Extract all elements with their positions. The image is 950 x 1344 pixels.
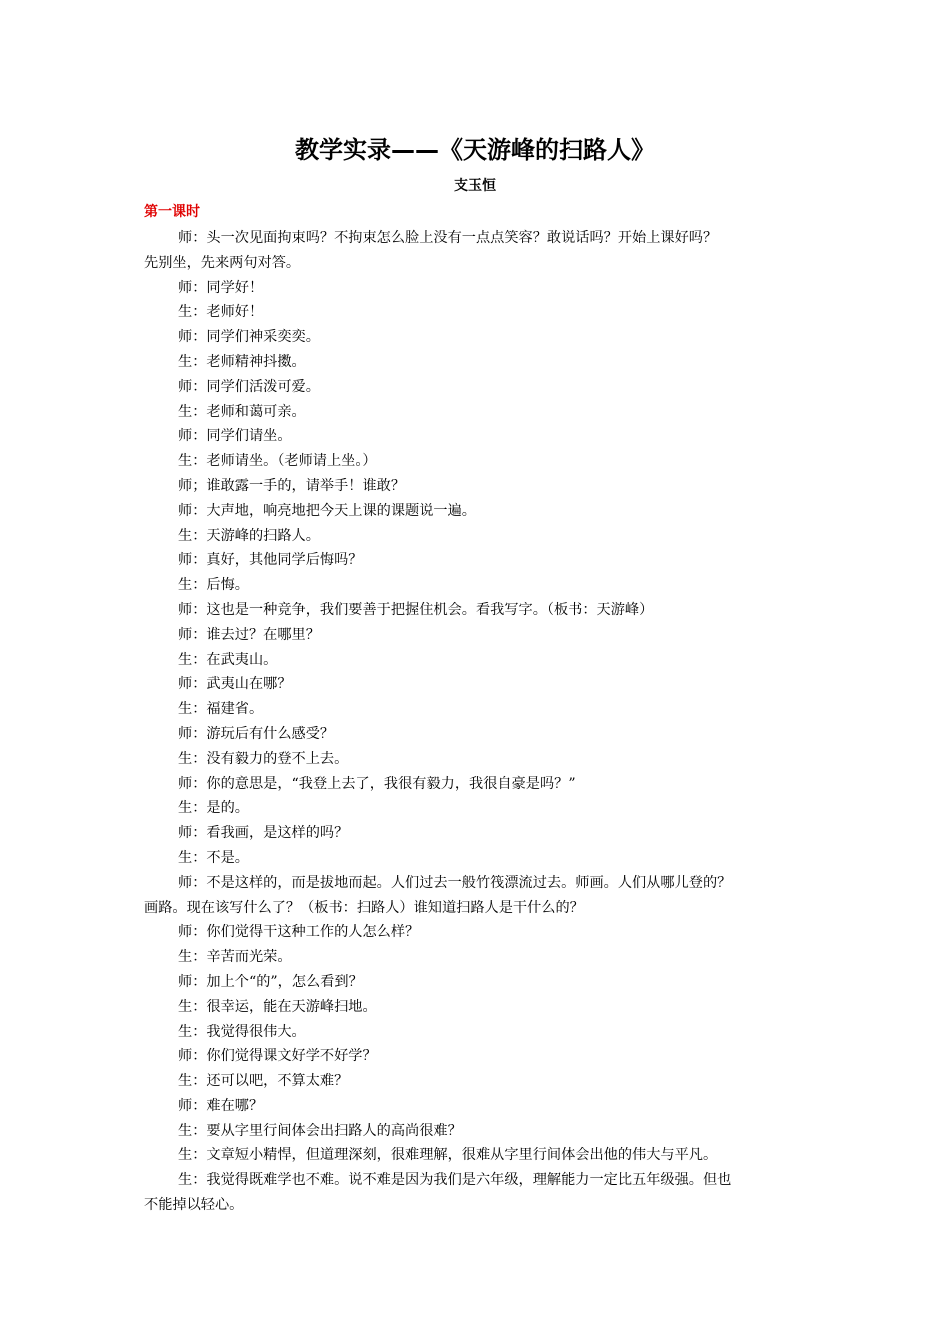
dialogue-line: 生：福建省。 xyxy=(178,701,264,718)
dialogue-paragraph xyxy=(144,995,812,1020)
dialogue-line: 画路。现在该写什么了？（板书：扫路人）谁知道扫路人是干什么的？ xyxy=(144,899,584,916)
dialogue-line: 师：武夷山在哪？ xyxy=(178,676,292,693)
dialogue-line: 生：我觉得既难学也不难。说不难是因为我们是六年级，理解能力一定比五年级强。但也 xyxy=(178,1172,732,1189)
dialogue-paragraph xyxy=(144,672,812,697)
dialogue-paragraph xyxy=(144,226,812,276)
dialogue-line: 师：头一次见面拘束吗？不拘束怎么脸上没有一点点笑容？敢说话吗？开始上课好吗？ xyxy=(178,230,718,246)
dialogue-line: 生：是的。 xyxy=(178,800,249,817)
dialogue-paragraph xyxy=(144,1143,812,1168)
dialogue-line: 生：辛苦而光荣。 xyxy=(178,949,292,966)
dialogue-paragraph xyxy=(144,300,812,325)
dialogue-line: 师：看我画，是这样的吗？ xyxy=(178,825,349,842)
dialogue-paragraph xyxy=(144,350,812,375)
dialogue-paragraph xyxy=(144,276,812,301)
dialogue-paragraph xyxy=(144,846,812,871)
dialogue-line: 先别坐，先来两句对答。 xyxy=(144,254,301,271)
dialogue-line: 生：天游峰的扫路人。 xyxy=(178,527,320,544)
dialogue-line: 师；谁敢露一手的，请举手！谁敢？ xyxy=(178,477,406,494)
dialogue-paragraph xyxy=(144,697,812,722)
dialogue-paragraph xyxy=(144,970,812,995)
dialogue-line: 生：文章短小精悍，但道理深刻，很难理解，很难从字里行间体会出他的伟大与平凡。 xyxy=(178,1147,718,1164)
dialogue-paragraph xyxy=(144,623,812,648)
dialogue-paragraph xyxy=(144,499,812,524)
dialogue-paragraph xyxy=(144,1119,812,1144)
dialogue-line: 师：同学们请坐。 xyxy=(178,428,292,445)
dialogue-paragraph xyxy=(144,648,812,673)
dialogue-paragraph xyxy=(144,920,812,945)
dialogue-line: 师：大声地，响亮地把今天上课的课题说一遍。 xyxy=(178,502,476,519)
dialogue-paragraph xyxy=(144,871,812,921)
dialogue-paragraph xyxy=(144,1168,812,1218)
dialogue-line: 生：不是。 xyxy=(178,849,249,866)
dialogue-paragraph xyxy=(144,524,812,549)
dialogue-line: 师：真好，其他同学后悔吗？ xyxy=(178,552,363,569)
dialogue-paragraph xyxy=(144,573,812,598)
dialogue-paragraph xyxy=(144,945,812,970)
dialogue-line: 师：这也是一种竞争，我们要善于把握住机会。看我写字。（板书：天游峰） xyxy=(178,601,654,618)
dialogue-line: 师：同学们活泼可爱。 xyxy=(178,378,320,395)
dialogue-line: 生：要从字里行间体会出扫路人的高尚很难？ xyxy=(178,1122,462,1139)
dialogue-paragraph xyxy=(144,722,812,747)
dialogue-paragraph xyxy=(144,796,812,821)
dialogue-paragraph xyxy=(144,325,812,350)
dialogue-line: 师：同学们神采奕奕。 xyxy=(178,329,320,346)
dialogue-paragraph xyxy=(144,1044,812,1069)
dialogue-line: 生：很幸运，能在天游峰扫地。 xyxy=(178,998,377,1015)
dialogue-line: 师：你们觉得干这种工作的人怎么样？ xyxy=(178,924,420,941)
dialogue-line: 师：难在哪？ xyxy=(178,1097,264,1114)
dialogue-line: 生：我觉得很伟大。 xyxy=(178,1023,306,1040)
dialogue-line: 师：谁去过？在哪里？ xyxy=(178,626,320,643)
dialogue-line: 师：加上个“的”，怎么看到？ xyxy=(178,973,363,990)
dialogue-line: 师：同学好！ xyxy=(178,279,264,296)
dialogue-line: 师：你们觉得课文好学不好学？ xyxy=(178,1048,377,1065)
dialogue-paragraph xyxy=(144,375,812,400)
dialogue-line: 师：游玩后有什么感受？ xyxy=(178,725,335,742)
dialogue-paragraph xyxy=(144,1020,812,1045)
document-title: 教学实录——《天游峰的扫路人》 xyxy=(295,136,655,164)
dialogue-line: 生：在武夷山。 xyxy=(178,651,278,668)
lesson-transcript xyxy=(144,226,812,1218)
dialogue-line: 生：老师请坐。（老师请上坐。） xyxy=(178,453,377,470)
dialogue-paragraph xyxy=(144,400,812,425)
section-heading: 第一课时 xyxy=(144,204,200,220)
dialogue-paragraph xyxy=(144,1069,812,1094)
dialogue-paragraph xyxy=(144,821,812,846)
dialogue-line: 师：不是这样的，而是拔地而起。人们过去一般竹筏漂流过去。师画。人们从哪儿登的？ xyxy=(178,874,732,891)
dialogue-paragraph xyxy=(144,598,812,623)
dialogue-paragraph xyxy=(144,449,812,474)
dialogue-paragraph xyxy=(144,424,812,449)
dialogue-paragraph xyxy=(144,772,812,797)
dialogue-line: 不能掉以轻心。 xyxy=(144,1197,244,1214)
dialogue-paragraph xyxy=(144,548,812,573)
dialogue-line: 生：后悔。 xyxy=(178,577,249,594)
dialogue-line: 生：老师精神抖擞。 xyxy=(178,353,306,370)
dialogue-line: 生：老师和蔼可亲。 xyxy=(178,403,306,420)
dialogue-paragraph xyxy=(144,747,812,772)
dialogue-line: 生：没有毅力的登不上去。 xyxy=(178,750,349,767)
dialogue-line: 生：老师好！ xyxy=(178,304,264,321)
author-name: 支玉恒 xyxy=(454,178,496,194)
dialogue-line: 师：你的意思是，“我登上去了，我很有毅力，我很自豪是吗？” xyxy=(178,775,576,792)
dialogue-line: 生：还可以吧，不算太难？ xyxy=(178,1073,349,1090)
dialogue-paragraph xyxy=(144,1094,812,1119)
dialogue-paragraph xyxy=(144,474,812,499)
